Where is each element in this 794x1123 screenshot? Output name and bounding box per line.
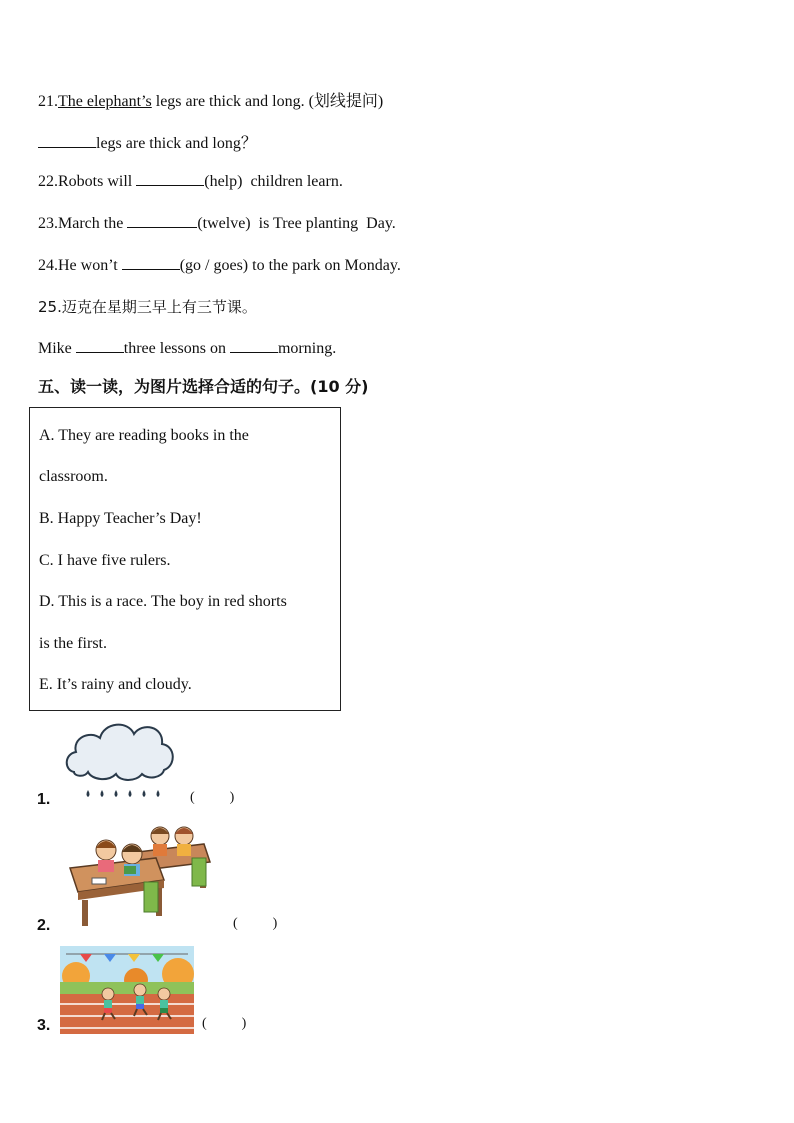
options-box [29,407,341,711]
question-23 [38,213,396,233]
question-22 [38,171,343,191]
running-race-picture [60,946,194,1034]
question-text: legs are thick and long？ [96,135,257,152]
answer-parentheses[interactable]: ( ) [202,1016,247,1031]
question-text: (twelve) is Tree planting Day. [197,215,396,232]
question-number: 21. [38,93,58,110]
rain-cloud-icon [62,716,178,806]
item-1-number: 1. [37,791,51,808]
question-text: Mike [38,340,76,357]
question-text: (go / goes) to the park on Monday. [179,257,401,274]
question-21 [38,88,383,111]
children-reading-picture [60,822,216,932]
option-a-line1: A. They are reading books in the [39,427,249,444]
question-text: legs are thick and long. (划线提问) [151,93,384,110]
question-25-chinese: 25.迈克在星期三早上有三节课。 [38,298,257,316]
answer-blank[interactable] [122,255,180,270]
answer-blank[interactable] [230,338,278,353]
underlined-phrase: The elephant’s [58,93,152,110]
question-25-english [38,338,336,358]
answer-blank[interactable] [127,213,197,228]
question-21-answer [38,130,257,153]
answer-blank[interactable] [136,171,204,186]
option-e: E. It’s rainy and cloudy. [39,676,192,693]
answer-parentheses[interactable]: ( ) [190,790,235,805]
item-3-number: 3. [37,1017,51,1034]
question-text: 23.March the [38,215,128,232]
question-text: three lessons on [123,340,230,357]
question-text: morning. [277,340,337,357]
item-2-number: 2. [37,917,51,934]
answer-blank[interactable] [38,133,96,148]
answer-blank[interactable] [76,338,124,353]
section-heading: 五、读一读，为图片选择合适的句子。(10 分) [38,377,369,396]
option-c: C. I have five rulers. [39,552,171,569]
option-a-line2: classroom. [39,468,108,485]
option-b: B. Happy Teacher’s Day! [39,510,202,527]
option-d-line2: is the first. [39,635,107,652]
question-text: 24.He won’t [38,257,122,274]
option-d-line1: D. This is a race. The boy in red shorts [39,593,287,610]
question-24 [38,255,401,275]
answer-parentheses[interactable]: ( ) [233,916,278,931]
question-text: (help) children learn. [204,173,343,190]
question-text: 22.Robots will [38,173,137,190]
